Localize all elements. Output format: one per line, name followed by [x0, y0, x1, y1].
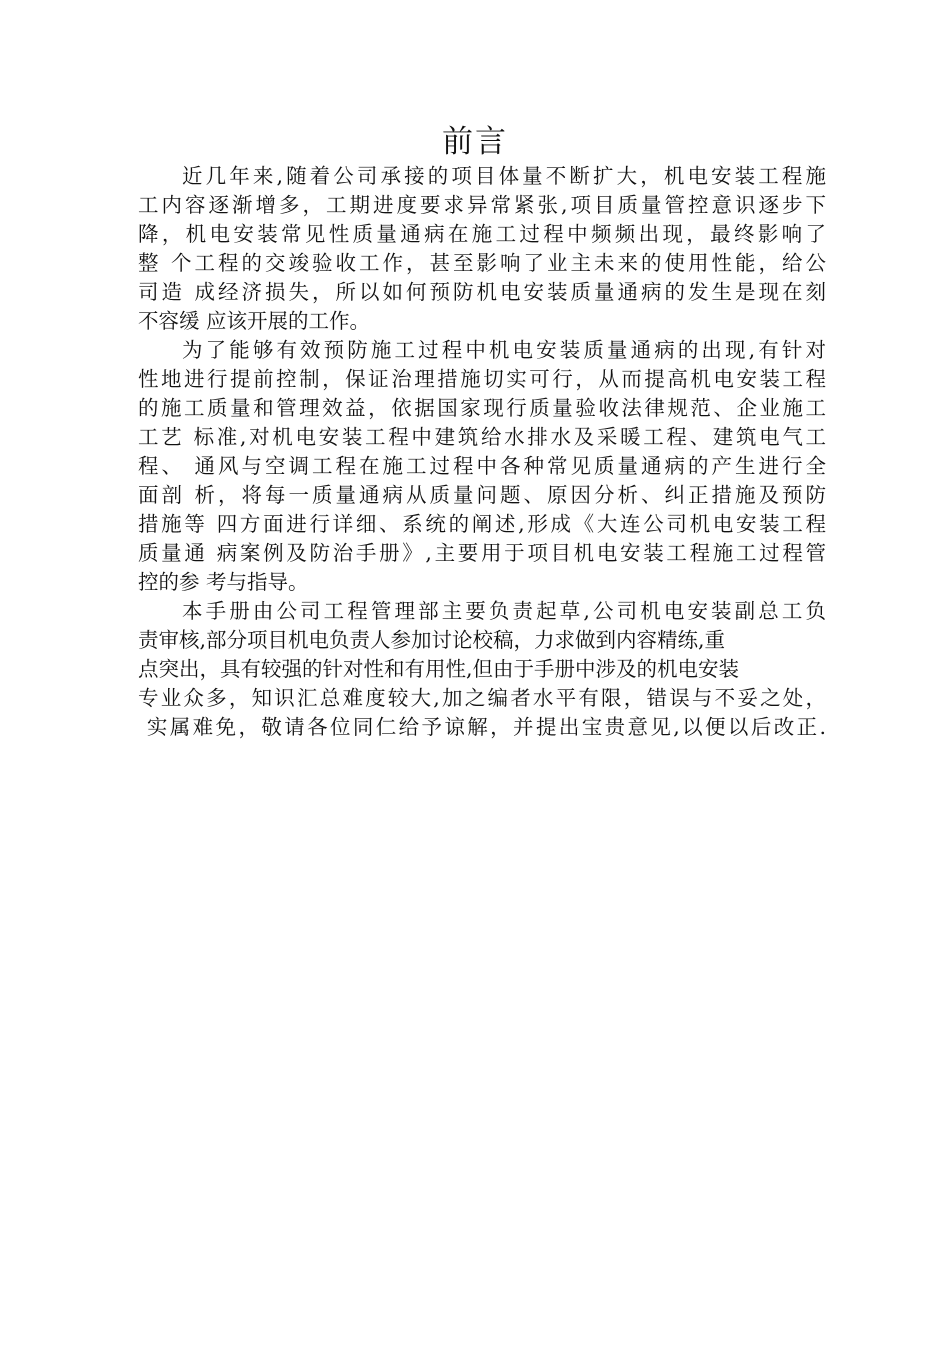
text-line: 降，机电安装常见性质量通病在施工过程中频频出现，最终影响了 [138, 222, 826, 246]
text-line: 点突出，具有较强的针对性和有用性,但由于手册中涉及的机电安装 [138, 657, 740, 681]
paragraph-1 [138, 162, 826, 336]
text-line: 的施工质量和管理效益，依据国家现行质量验收法律规范、企业施工 [138, 396, 826, 420]
page-title: 前言 [442, 124, 508, 160]
text-line: 近几年来,随着公司承接的项目体量不断扩大，机电安装工程施 [182, 164, 826, 188]
preface-body [138, 162, 826, 742]
paragraph-3 [138, 597, 826, 742]
text-line: 工内容逐渐增多，工期进度要求异常紧张,项目质量管控意识逐步下 [138, 193, 826, 217]
text-line: 控的参 考与指导。 [138, 570, 309, 594]
text-line: 程、 通风与空调工程在施工过程中各种常见质量通病的产生进行全 [138, 454, 826, 478]
text-line: 为了能够有效预防施工过程中机电安装质量通病的出现,有针对 [182, 338, 826, 362]
text-line: 实属难免，敬请各位同仁给予谅解，并提出宝贵意见,以便以后改正. [138, 715, 826, 739]
text-line: 本手册由公司工程管理部主要负责起草,公司机电安装副总工负 [182, 599, 826, 623]
text-line: 责审核,部分项目机电负责人参加讨论校稿，力求做到内容精练,重 [138, 628, 726, 652]
text-line: 专业众多，知识汇总难度较大,加之编者水平有限，错误与不妥之处， [138, 686, 826, 710]
paragraph-2 [138, 336, 826, 597]
text-line: 面剖 析，将每一质量通病从质量问题、原因分析、纠正措施及预防 [138, 483, 826, 507]
text-line: 工艺 标准,对机电安装工程中建筑给水排水及采暖工程、建筑电气工 [138, 425, 826, 449]
text-line: 不容缓 应该开展的工作。 [138, 309, 371, 333]
text-line: 整 个工程的交竣验收工作，甚至影响了业主未来的使用性能，给公 [138, 251, 826, 275]
text-line: 措施等 四方面进行详细、系统的阐述,形成《大连公司机电安装工程 [138, 512, 826, 536]
text-line: 质量通 病案例及防治手册》,主要用于项目机电安装工程施工过程管 [138, 541, 826, 565]
text-line: 司造 成经济损失，所以如何预防机电安装质量通病的发生是现在刻 [138, 280, 826, 304]
text-line: 性地进行提前控制，保证治理措施切实可行，从而提高机电安装工程 [138, 367, 826, 391]
